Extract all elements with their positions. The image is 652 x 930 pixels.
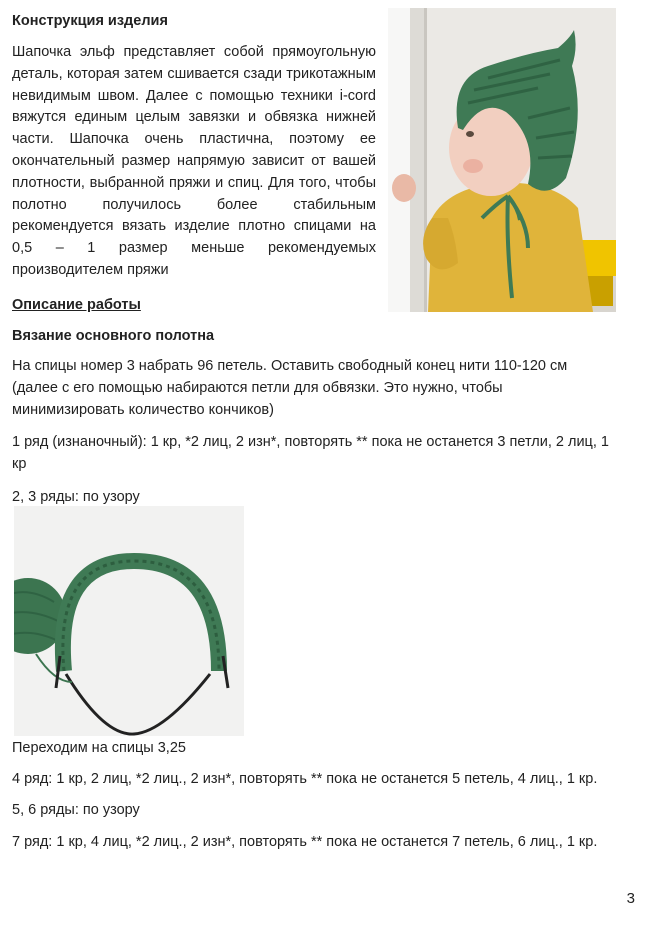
work-description-heading: Описание работы (12, 297, 141, 313)
row-1-paragraph: 1 ряд (изнаночный): 1 кр, *2 лиц, 2 изн*, повторять ** пока не останется 3 петли, 2 лиц, 1 кр (12, 434, 609, 472)
construction-paragraph: Шапочка эльф представляет собой прямоугольную деталь, которая затем сшивается сзади трикотажным невидимым швом. Далее с помощью техники i-cord вяжутся единым целым завязки и обвязка нижней части. Шапочка очень пластична, поэтому ее окончательный размер напрямую зависит от вашей плотности, выбранной пряжи и спиц. Для того, чтобы полотно получилось более стабильным рекомендуется вязать изделие плотно спицами на 0,5 – 1 размер меньше рекомендуемых производителем пряжи (12, 44, 376, 278)
cast-on-paragraph: На спицы номер 3 набрать 96 петель. Оставить свободный конец нити 110-120 см (далее с его помощью набираются петли для обвязки. Это нужно, чтобы минимизировать количество кончиков) (12, 358, 568, 418)
construction-heading: Конструкция изделия (12, 13, 168, 29)
knitting-sample-photo (14, 506, 244, 736)
page-number: 3 (626, 890, 635, 907)
main-fabric-heading: Вязание основного полотна (12, 328, 215, 344)
child-hat-photo (388, 8, 616, 312)
row-7-line: 7 ряд: 1 кр, 4 лиц, *2 лиц., 2 изн*, повторять ** пока не останется 7 петель, 6 лиц., 1 кр. (12, 834, 598, 850)
knit-ribbing-illustration (14, 506, 244, 736)
needle-change-line: Переходим на спицы 3,25 (12, 740, 186, 756)
row-4-line: 4 ряд: 1 кр, 2 лиц, *2 лиц., 2 изн*, повторять ** пока не останется 5 петель, 4 лиц., 1 кр. (12, 771, 598, 787)
rows-5-6-line: 5, 6 ряды: по узору (12, 802, 140, 818)
child-hat-illustration (388, 8, 616, 312)
rows-2-3-line: 2, 3 ряды: по узору (12, 489, 140, 505)
